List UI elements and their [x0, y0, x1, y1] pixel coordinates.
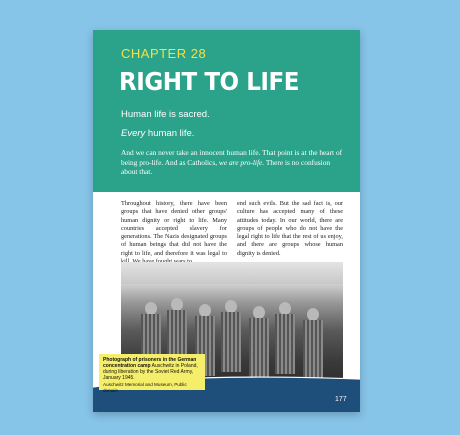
intro-emphasis: we are pro-life.	[218, 157, 265, 167]
photo-sky	[121, 262, 343, 284]
body-column-2: end such evils. But the sad fact is, our culture has accepted many of these attitudes today. In our world, there are groups of people who do not have the legal right to life that the rest of us enjoy, and there are groups whose human dignity is denied.	[237, 200, 343, 257]
photo-figure-body	[221, 312, 241, 372]
photo-caption	[99, 354, 205, 393]
caption-bold: Photograph of prisoners in the German concentration camp	[103, 357, 197, 369]
chapter-header	[93, 30, 360, 192]
photo-figure-body	[303, 320, 323, 380]
intro-paragraph	[121, 148, 346, 177]
subtitle-line-2	[121, 128, 194, 139]
caption-text: Auschwitz in Poland, during liberation by the Soviet Red Army, January 1945.	[103, 363, 198, 381]
book-page	[93, 30, 360, 412]
body-columns	[121, 200, 343, 266]
subtitle-line-1: Human life is sacred.	[121, 109, 210, 120]
photo-figure-body	[275, 314, 295, 374]
chapter-title: RIGHT TO LIFE	[119, 67, 300, 96]
chapter-label: CHAPTER 28	[121, 46, 207, 61]
subtitle-emphasis: Every	[121, 128, 146, 139]
intro-text: And we can never take an innocent human life. That point is at the heart of being pro-life. And as Catholics,	[121, 148, 343, 167]
photo-figure-body	[249, 318, 269, 378]
caption-credit: Auschwitz Memorial and Museum, Public domain	[103, 382, 187, 393]
subtitle-rest: human life.	[145, 128, 195, 139]
intro-text-end: There is no confusion about that.	[121, 157, 331, 176]
body-column-1: Throughout history, there have been groups that have denied other groups' human dignity or right to life. Many countries accepted slavery for generations. The Nazis designated groups of human beings that did not have the right to life, and therefore it was legal to	[121, 200, 227, 257]
page-number: 177	[335, 396, 347, 403]
